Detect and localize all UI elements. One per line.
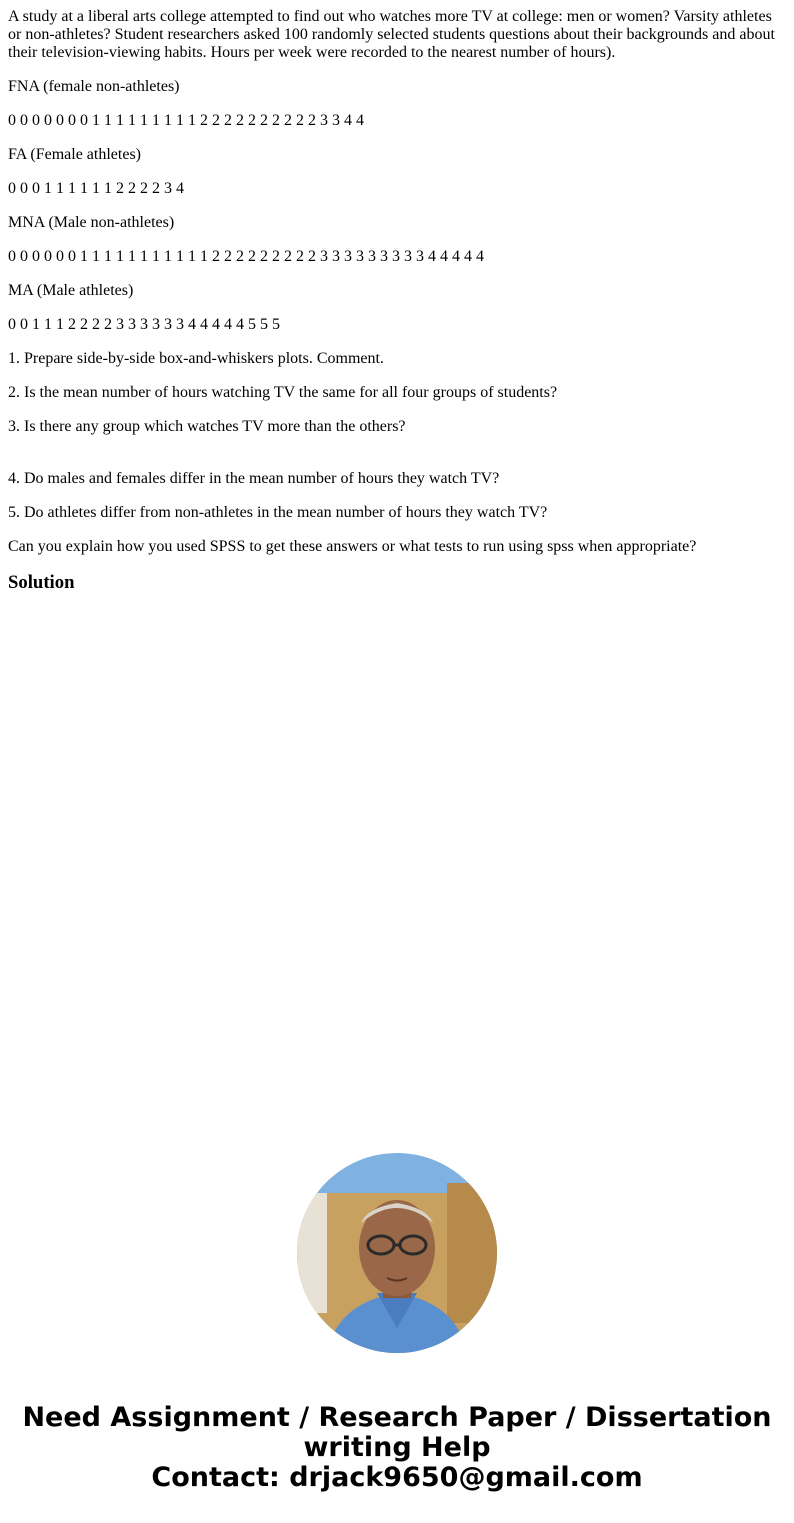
intro-paragraph: A study at a liberal arts college attempted to find out who watches more TV at college: men or women? Varsity athletes or non-athletes? Student researchers asked 100 randomly selected students questions about their backgrounds and about their television-viewing habits. Hours per week were recorded to the nearest number of hours). [8, 8, 775, 61]
portrait-image [297, 1153, 497, 1353]
solution-heading: Solution [8, 572, 75, 593]
group-label-mna: MNA (Male non-athletes) [8, 214, 175, 231]
question-2: 2. Is the mean number of hours watching TV the same for all four groups of students? [8, 384, 558, 401]
question-1: 1. Prepare side-by-side box-and-whiskers plots. Comment. [8, 350, 384, 367]
group-label-ma: MA (Male athletes) [8, 282, 134, 299]
question-5: 5. Do athletes differ from non-athletes in the mean number of hours they watch TV? [8, 504, 548, 521]
group-values-fna: 0 0 0 0 0 0 0 1 1 1 1 1 1 1 1 1 2 2 2 2 2 2 2 2 2 2 3 3 4 4 [8, 112, 364, 129]
group-label-fna: FNA (female non-athletes) [8, 78, 180, 95]
question-4: 4. Do males and females differ in the mean number of hours they watch TV? [8, 470, 500, 487]
group-values-ma: 0 0 1 1 1 2 2 2 2 3 3 3 3 3 3 4 4 4 4 4 5 5 5 [8, 316, 280, 333]
promo-line-1: Need Assignment / Research Paper / Dissertation [22, 1402, 772, 1433]
promo-banner [0, 1403, 794, 1493]
group-label-fa: FA (Female athletes) [8, 146, 141, 163]
promo-contact: Contact: drjack9650@gmail.com [151, 1462, 643, 1493]
question-content [8, 8, 786, 594]
author-avatar [297, 1153, 497, 1353]
question-3: 3. Is there any group which watches TV more than the others? [8, 418, 406, 435]
promo-line-2: writing Help [303, 1432, 491, 1463]
closing-question: Can you explain how you used SPSS to get these answers or what tests to run using spss when appropriate? [8, 538, 697, 555]
group-values-fa: 0 0 0 1 1 1 1 1 1 2 2 2 2 3 4 [8, 180, 184, 197]
group-values-mna: 0 0 0 0 0 0 1 1 1 1 1 1 1 1 1 1 1 2 2 2 2 2 2 2 2 2 3 3 3 3 3 3 3 3 3 4 4 4 4 4 [8, 248, 484, 265]
